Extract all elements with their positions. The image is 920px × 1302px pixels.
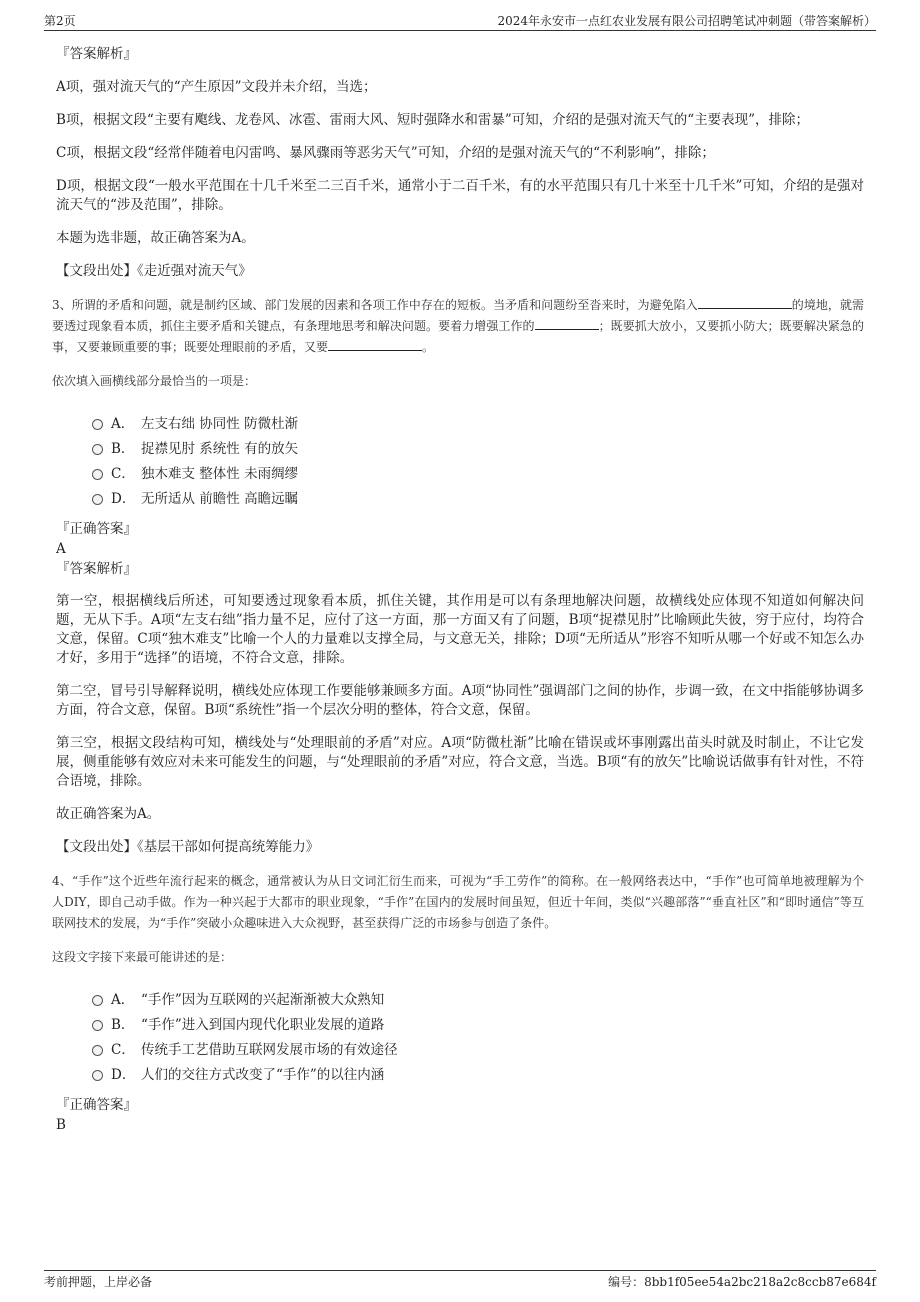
- q4-answer-label: 『正确答案』: [56, 1097, 137, 1113]
- q3-prompt: 依次填入画横线部分最恰当的一项是：: [52, 374, 257, 388]
- q3-analysis-3: 第三空，根据文段结构可知，横线处与“处理眼前的矛盾”对应。A项“防微杜渐”比喻在错误或坏事刚露出苗头时就及时制止，不让它发展，侧重能够有效应对未来可能发生的问题，与“处理眼前的矛盾”对应，符合文意，当选。B项“有的放矢”比喻说话做事有针对性，不符合语境，排除。: [56, 735, 864, 789]
- q3-answer-label: 『正确答案』: [56, 521, 137, 537]
- q3-text-4: 。: [422, 340, 435, 354]
- q2-analysis-d: D项，根据文段“一般水平范围在十几千米至二三百千米，通常小于二百千米，有的水平范围只有几十米至十几千米”可知，介绍的是强对流天气的“涉及范围”，排除。: [56, 178, 864, 213]
- q4-option-d[interactable]: D． 人们的交往方式改变了“手作”的以往内涵: [92, 1063, 864, 1088]
- radio-icon[interactable]: [92, 419, 103, 430]
- document-code: 编号：8bb1f05ee54a2bc218a2c8ccb87e684f: [608, 1275, 876, 1289]
- q3-source: 【文段出处】《基层干部如何提高统筹能力》: [56, 839, 320, 855]
- q3-analysis-2: 第二空，冒号引导解释说明，横线处应体现工作要能够兼顾多方面。A项“协同性”强调部门之间的协作，步调一致，在文中指能够协调多方面，符合文意，保留。B项“系统性”指一个层次分明的整体，符合文意，保留。: [56, 683, 864, 718]
- q3-text-3: ；既要抓大放小，又要抓小防大；既要解决紧急的事，又要兼顾重要的事；既要处理眼前的矛盾，又要: [52, 319, 864, 354]
- page-number: 第2页: [44, 14, 76, 28]
- q4-answer: B: [56, 1117, 66, 1133]
- q4-option-a[interactable]: A． “手作”因为互联网的兴起渐渐被大众熟知: [92, 988, 864, 1013]
- radio-icon[interactable]: [92, 1020, 103, 1031]
- page-content: [52, 44, 864, 1136]
- document-title: 2024年永安市一点红农业发展有限公司招聘笔试冲刺题（带答案解析）: [497, 14, 876, 28]
- radio-icon[interactable]: [92, 469, 103, 480]
- q3-option-d[interactable]: D． 无所适从 前瞻性 高瞻远瞩: [92, 487, 864, 512]
- q3-answer: A: [56, 541, 66, 557]
- q3-blank-1: [698, 295, 792, 309]
- q2-analysis-c: C项，根据文段“经常伴随着电闪雷鸣、暴风骤雨等恶劣天气”可知，介绍的是强对流天气的“不利影响”，排除；: [56, 145, 715, 161]
- q2-conclusion: 本题为选非题，故正确答案为A。: [56, 230, 255, 246]
- radio-icon[interactable]: [92, 1045, 103, 1056]
- q3-analysis-label: 『答案解析』: [56, 561, 137, 577]
- q2-source: 【文段出处】《走近强对流天气》: [56, 263, 252, 279]
- q4-option-c[interactable]: C． 传统手工艺借助互联网发展市场的有效途径: [92, 1038, 864, 1063]
- q3-option-b[interactable]: B． 捉襟见肘 系统性 有的放矢: [92, 437, 864, 462]
- q2-analysis-label: 『答案解析』: [56, 46, 137, 62]
- q3-text-1: 3、所谓的矛盾和问题，就是制约区域、部门发展的因素和各项工作中存在的短板。当矛盾和问题纷至沓来时，为避免陷入: [52, 298, 698, 312]
- q3-options: [92, 412, 864, 512]
- q2-analysis-a: A项，强对流天气的“产生原因”文段并未介绍，当选；: [56, 79, 377, 95]
- q3-option-c[interactable]: C． 独木难支 整体性 未雨绸缪: [92, 462, 864, 487]
- q3-text-2: 的境地，就需要透过现象看本质，抓住主要矛盾和关键点，有条理地思考和解决问题。要着力增强工作的: [52, 298, 864, 333]
- q4-stem: 4、“手作”这个近些年流行起来的概念，通常被认为从日文词汇衍生而来，可视为“手工劳作”的简称。在一般网络表达中，“手作”也可简单地被理解为个人DIY，即自己动手做。作为一种兴起于大都市的职业现象，“手作”在国内的发展时间虽短，但近十年间，类似“兴趣部落”“垂直社区”和“即时通信”等互联网技术的发展，为“手作”突破小众趣味进入大众视野，甚至获得广泛的市场参与创造了条件。: [52, 874, 864, 930]
- q4-option-b[interactable]: B． “手作”进入到国内现代化职业发展的道路: [92, 1013, 864, 1038]
- q3-analysis-1: 第一空，根据横线后所述，可知要透过现象看本质，抓住关键，其作用是可以有条理地解决问题，故横线处应体现不知道如何解决问题，无从下手。A项“左支右绌”指力量不足，应付了这一方面，那一方面又有了问题，B项“捉襟见肘”比喻顾此失彼，穷于应付，均符合文意，保留。C项“独木难支”比喻一个人的力量难以支撑全局，与文意无关，排除；D项“无所适从”形容不知听从哪一个好或不知怎么办才好，多用于“选择”的语境，不符合文意，排除。: [56, 593, 864, 666]
- q3-blank-2: [535, 316, 599, 330]
- q4-prompt: 这段文字接下来最可能讲述的是：: [52, 950, 233, 964]
- radio-icon[interactable]: [92, 444, 103, 455]
- q3-blank-3: [328, 337, 422, 351]
- q4-options: [92, 988, 864, 1088]
- q3-option-a[interactable]: A． 左支右绌 协同性 防微杜渐: [92, 412, 864, 437]
- q3-conclusion: 故正确答案为A。: [56, 806, 161, 822]
- page-footer: [44, 1270, 876, 1291]
- radio-icon[interactable]: [92, 995, 103, 1006]
- footer-slogan: 考前押题，上岸必备: [44, 1275, 153, 1289]
- radio-icon[interactable]: [92, 1070, 103, 1081]
- page-header: [44, 12, 876, 31]
- radio-icon[interactable]: [92, 494, 103, 505]
- q3-stem: [52, 295, 864, 358]
- q2-analysis-b: B项，根据文段“主要有飑线、龙卷风、冰雹、雷雨大风、短时强降水和雷暴”可知，介绍的是强对流天气的“主要表现”，排除；: [56, 112, 810, 128]
